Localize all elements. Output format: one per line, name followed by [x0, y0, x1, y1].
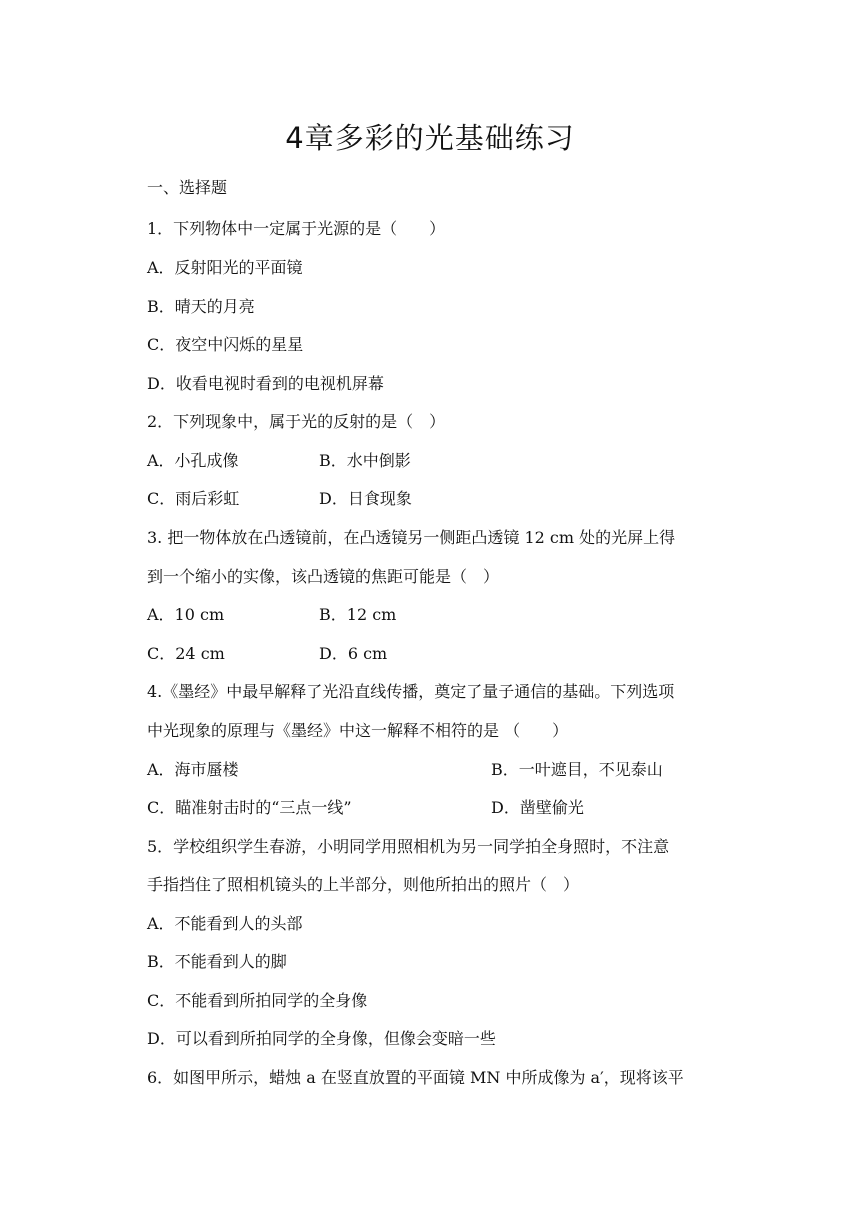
question-1-option-b: B．晴天的月亮 [147, 297, 255, 316]
question-4-option-a: A．海市蜃楼 [147, 760, 239, 779]
question-4-stem-line-1: 4.《墨经》中最早解释了光沿直线传播，奠定了量子通信的基础。下列选项 [147, 682, 675, 701]
question-5-option-a: A．不能看到人的头部 [147, 914, 303, 933]
question-3-option-a: A．10 cm [147, 605, 225, 624]
question-2-option-c: C．雨后彩虹 [147, 489, 240, 508]
question-4-option-b: B．一叶遮目，不见泰山 [491, 760, 663, 779]
question-5-option-d: D．可以看到所拍同学的全身像，但像会变暗一些 [147, 1029, 496, 1048]
question-3-stem-line-2: 到一个缩小的实像，该凸透镜的焦距可能是（ ） [147, 567, 500, 586]
question-6-stem-line-1: 6．如图甲所示，蜡烛 a 在竖直放置的平面镜 MN 中所成像为 a′，现将该平 [147, 1068, 684, 1087]
question-3-option-b: B．12 cm [319, 605, 397, 624]
question-5-stem-line-1: 5．学校组织学生春游，小明同学用照相机为另一同学拍全身照时，不注意 [147, 837, 670, 856]
question-5-option-b: B．不能看到人的脚 [147, 952, 287, 971]
section-heading: 一、选择题 [147, 178, 228, 197]
page-title: 4章多彩的光基础练习 [285, 121, 575, 155]
question-1-option-a: A．反射阳光的平面镜 [147, 258, 303, 277]
question-4-option-c: C．瞄准射击时的“三点一线” [147, 798, 352, 817]
question-2-option-a: A．小孔成像 [147, 451, 239, 470]
question-1-option-d: D．收看电视时看到的电视机屏幕 [147, 374, 384, 393]
question-4-option-d: D．凿壁偷光 [491, 798, 584, 817]
question-1-stem: 1．下列物体中一定属于光源的是（ ） [147, 219, 446, 238]
question-4-stem-line-2: 中光现象的原理与《墨经》中这一解释不相符的是 （ ） [147, 721, 569, 740]
question-5-option-c: C．不能看到所拍同学的全身像 [147, 991, 368, 1010]
question-2-option-b: B．水中倒影 [319, 451, 411, 470]
question-5-stem-line-2: 手指挡住了照相机镜头的上半部分，则他所拍出的照片（ ） [147, 875, 580, 894]
question-3-stem-line-1: 3. 把一物体放在凸透镜前，在凸透镜另一侧距凸透镜 12 cm 处的光屏上得 [147, 528, 676, 547]
question-3-option-c: C．24 cm [147, 644, 225, 663]
question-2-stem: 2．下列现象中，属于光的反射的是（ ） [147, 412, 446, 431]
question-2-option-d: D．日食现象 [319, 489, 412, 508]
question-1-option-c: C．夜空中闪烁的星星 [147, 335, 304, 354]
question-3-option-d: D．6 cm [319, 644, 388, 663]
